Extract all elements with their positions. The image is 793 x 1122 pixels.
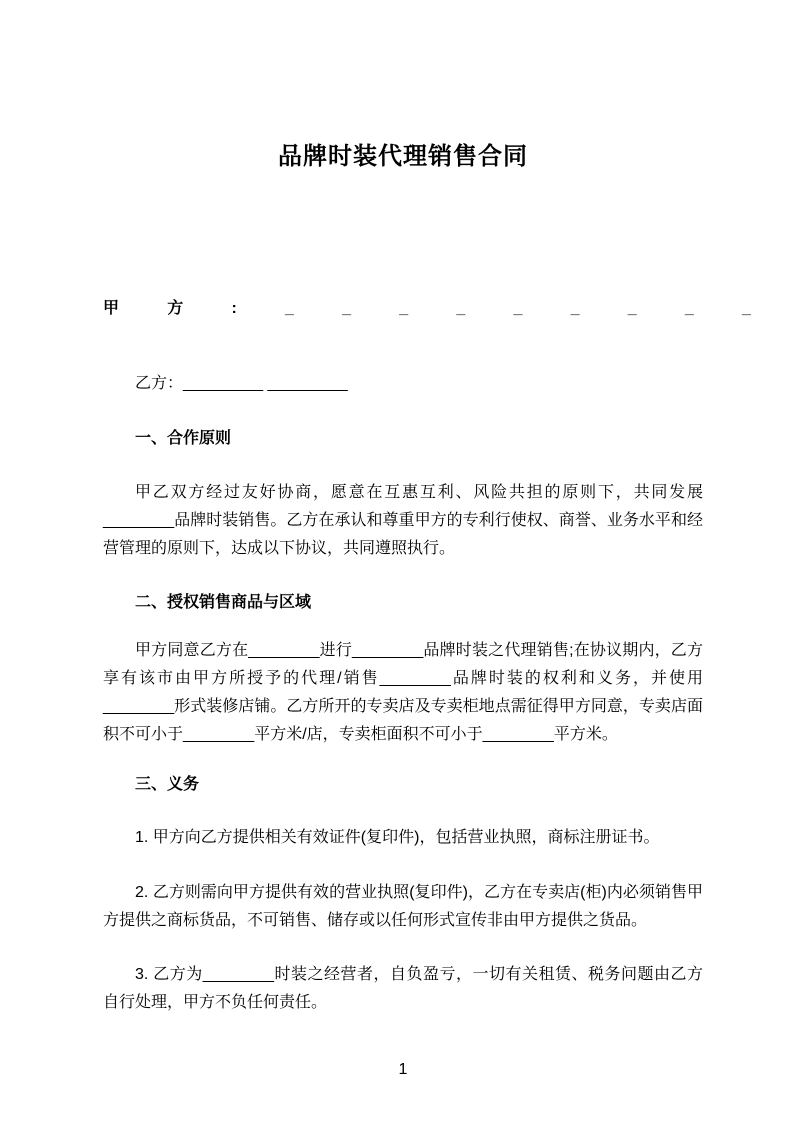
section-heading-3: 三、义务: [135, 776, 200, 793]
party-a-blank: _: [285, 300, 294, 317]
section-heading-1: 一、合作原则: [135, 430, 232, 447]
party-a-blank: _: [570, 300, 580, 317]
party-a-blank: _: [742, 300, 751, 317]
page-number: 1: [398, 1061, 408, 1078]
section-2-paragraph: 甲方同意乙方在________进行________品牌时装之代理销售;在协议期内，乙方享有该市由甲方所授予的代理/销售________品牌时装的权利和义务，并使用________形式装修店铺。乙方所开的专卖店及专卖柜地点需征得甲方同意，专卖店面积不可小于________平方米/店，专卖柜面积不可小于________平方米。: [103, 642, 703, 743]
section-heading-2: 二、授权销售商品与区域: [135, 594, 312, 611]
party-a-char: 方: [167, 300, 184, 317]
section-3-item-2: 2. 乙方则需向甲方提供有效的营业执照(复印件)，乙方在专卖店(柜)内必须销售甲方提供之商标货品，不可销售、储存或以任何形式宣传非由甲方提供之货品。: [103, 884, 703, 929]
party-a-blank: _: [513, 300, 523, 317]
party-a-blank: _: [627, 300, 637, 317]
section-1-paragraph: 甲乙双方经过友好协商，愿意在互惠互利、风险共担的原则下，共同发展________品牌时装销售。乙方在承认和尊重甲方的专利行使权、商誉、业务水平和经营管理的原则下，达成以下协议，共同遵照执行。: [103, 484, 703, 557]
party-a-char: 甲: [103, 300, 120, 317]
party-a-line: [103, 295, 751, 323]
document-title: 品牌时装代理销售合同: [278, 143, 528, 170]
party-a-colon: :: [231, 300, 237, 317]
party-a-blank: _: [342, 300, 352, 317]
section-3-item-3: 3. 乙方为________时装之经营者，自负盈亏，一切有关租赁、税务问题由乙方自行处理，甲方不负任何责任。: [103, 966, 703, 1011]
party-a-blank: _: [399, 300, 409, 317]
party-a-blank: _: [456, 300, 466, 317]
section-3-item-1: 1. 甲方向乙方提供相关有效证件(复印件)，包括营业执照，商标注册证书。: [135, 829, 660, 846]
party-b-line: 乙方：_________ _________: [135, 375, 348, 392]
party-a-blank: _: [684, 300, 694, 317]
